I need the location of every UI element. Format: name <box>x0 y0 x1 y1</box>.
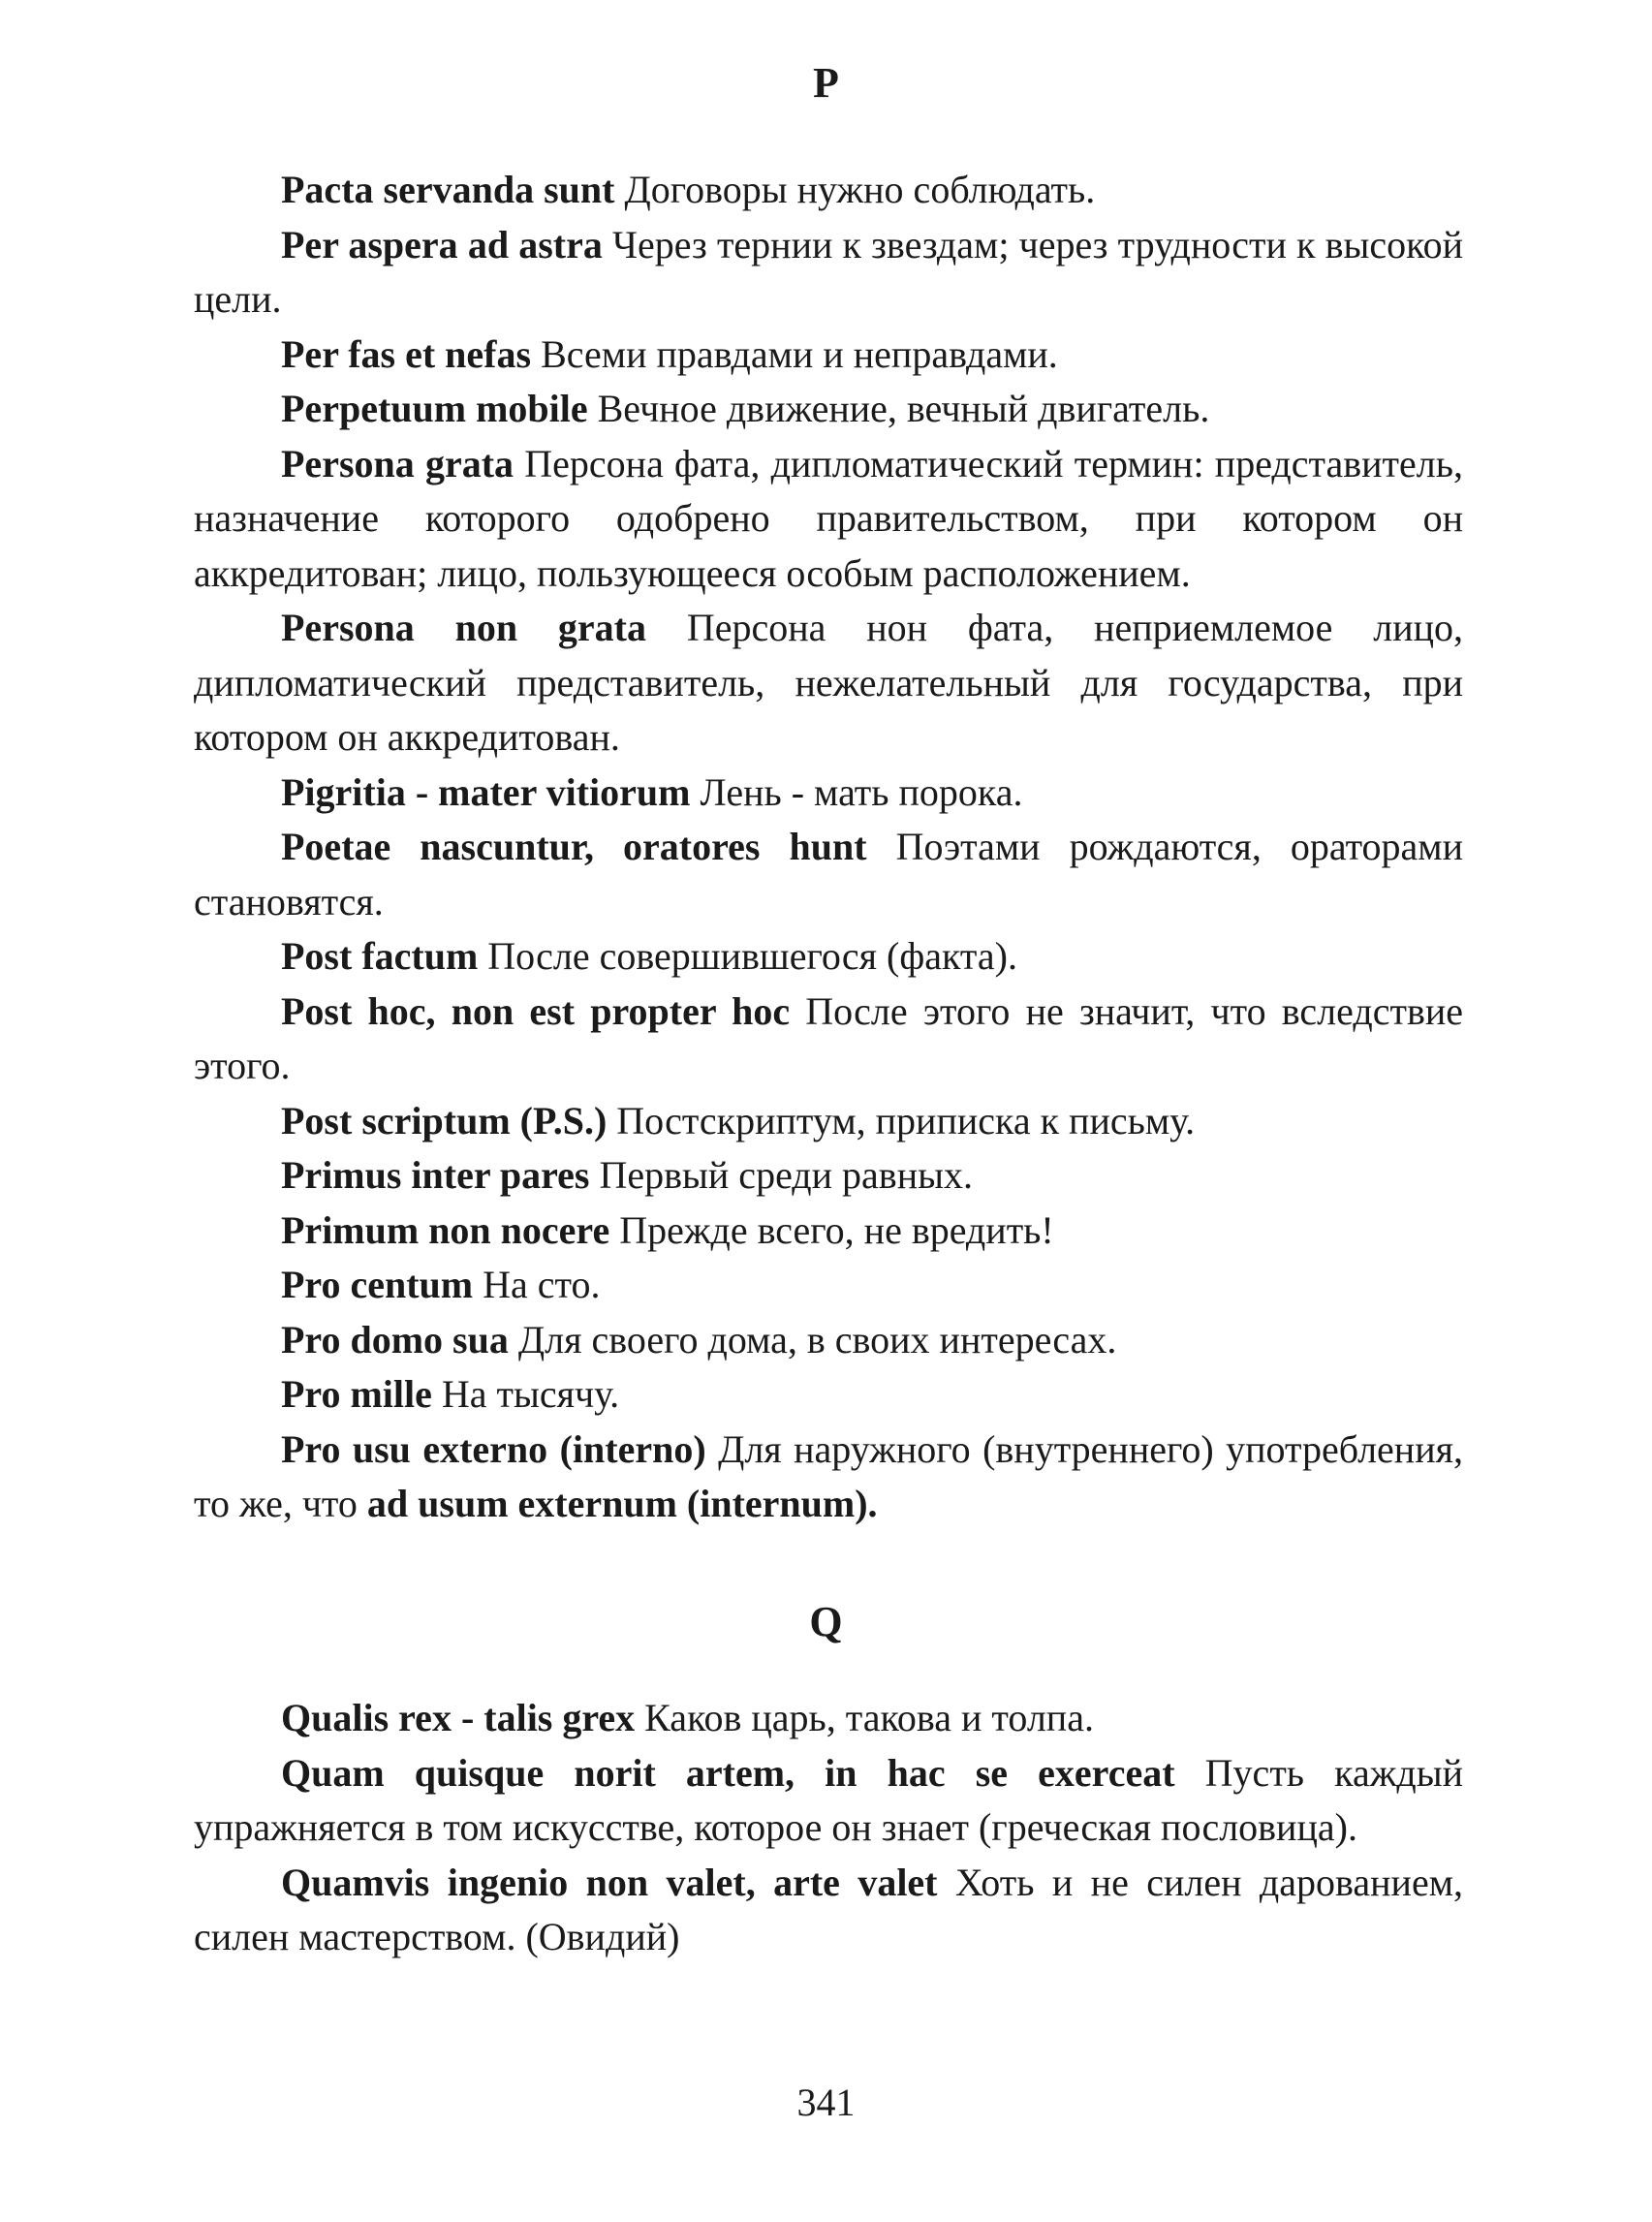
entry-term: Per fas et nefas <box>281 331 532 376</box>
entry-term: Per aspera ad astra <box>281 222 603 266</box>
entry-definition: На тысячу. <box>441 1372 620 1416</box>
entry <box>194 437 1463 602</box>
entry-definition: После этого не значит, что вследствие этого. <box>194 988 1463 1087</box>
entry-definition: Лень - мать порока. <box>700 769 1023 814</box>
entry <box>194 1258 1463 1313</box>
entry-term: Persona grata <box>281 441 514 485</box>
page-number: 341 <box>796 2081 856 2124</box>
entry-definition: Поэтами рождаются, ораторами становятся. <box>194 825 1463 923</box>
entry <box>194 1148 1463 1204</box>
entry-term: Pro centum <box>281 1263 474 1306</box>
entry <box>194 328 1463 383</box>
entry-term: Poetae nascuntur, oratores hunt <box>281 825 867 868</box>
entry-term: Pro usu externo (interno) <box>281 1426 706 1471</box>
entry-definition: Постскриптум, приписка к письму. <box>616 1098 1196 1142</box>
entry <box>194 766 1463 821</box>
entry <box>194 382 1463 437</box>
section-letter-q: Q <box>809 1598 843 1645</box>
entry <box>194 601 1463 766</box>
entry-term: Quam quisque norit artem, in hac se exerceat <box>281 1750 1175 1795</box>
entry-definition: Персона фата, дипломатический термин: представитель, назначение которого одобрено правительством, при котором он аккредитован; лицо, пользующееся особым расположением. <box>194 441 1463 595</box>
entry-definition: Через тернии к звездам; через трудности к высокой цели. <box>194 222 1463 321</box>
entry-term: Pigritia - mater vitiorum <box>281 769 691 814</box>
entry-definition: Персона нон фата, неприемлемое лицо, дипломатический представитель, нежелательный для государства, при котором он аккредитован. <box>194 606 1464 759</box>
entry-term: Post scriptum (P.S.) <box>281 1098 608 1142</box>
section-q-entries <box>194 1691 1463 1965</box>
entry <box>194 1691 1463 1746</box>
entry <box>194 1423 1463 1532</box>
entry-term: Perpetuum mobile <box>281 387 588 430</box>
entry-definition: Всеми правдами и неправдами. <box>541 331 1058 376</box>
entry-definition: Хоть и не силен дарованием, силен мастерством. (Овидий) <box>194 1860 1464 1958</box>
entry-definition: После совершившегося (факта). <box>487 934 1017 978</box>
entry-definition: Вечное движение, вечный двигатель. <box>597 387 1210 430</box>
entry-term: Pro domo sua <box>281 1317 509 1361</box>
entry-term: Post factum <box>281 934 479 978</box>
entry <box>194 218 1463 328</box>
entry-term: Pro mille <box>281 1372 432 1416</box>
section-letter-p: P <box>813 59 839 107</box>
entry-definition: На сто. <box>483 1263 601 1306</box>
entry <box>194 1313 1463 1368</box>
entry <box>194 1746 1463 1856</box>
entry <box>194 1367 1463 1423</box>
entry-definition: Прежде всего, не вредить! <box>619 1207 1054 1252</box>
entry <box>194 163 1463 218</box>
entry-cross-reference: ad usum externum (internum). <box>366 1482 878 1525</box>
entry-definition: Договоры нужно соблюдать. <box>624 168 1096 211</box>
entry-definition: Каков царь, такова и толпа. <box>644 1696 1094 1739</box>
entry <box>194 1204 1463 1259</box>
entry-term: Quamvis ingenio non valet, arte valet <box>281 1860 938 1904</box>
entry-definition: Первый среди равных. <box>599 1153 973 1197</box>
entry-term: Persona non grata <box>281 606 646 649</box>
entry-term: Primus inter pares <box>281 1153 590 1197</box>
entry <box>194 929 1463 985</box>
entry-definition: Для наружного (внутреннего) употребления, то же, что <box>194 1426 1463 1525</box>
entry <box>194 1856 1463 1965</box>
entry <box>194 1094 1463 1149</box>
entry <box>194 820 1463 929</box>
entry <box>194 985 1463 1094</box>
section-p-entries <box>194 163 1463 1532</box>
entry-definition: Для своего дома, в своих интересах. <box>517 1317 1117 1361</box>
entry-term: Primum non nocere <box>281 1207 610 1252</box>
entry-term: Pacta servanda sunt <box>281 168 615 211</box>
entry-definition: Пусть каждый упражняется в том искусстве, которое он знает (греческая пословица). <box>194 1750 1464 1849</box>
entry-term: Qualis rex - talis grex <box>281 1696 636 1739</box>
entry-term: Post hoc, non est propter hoc <box>281 988 791 1033</box>
